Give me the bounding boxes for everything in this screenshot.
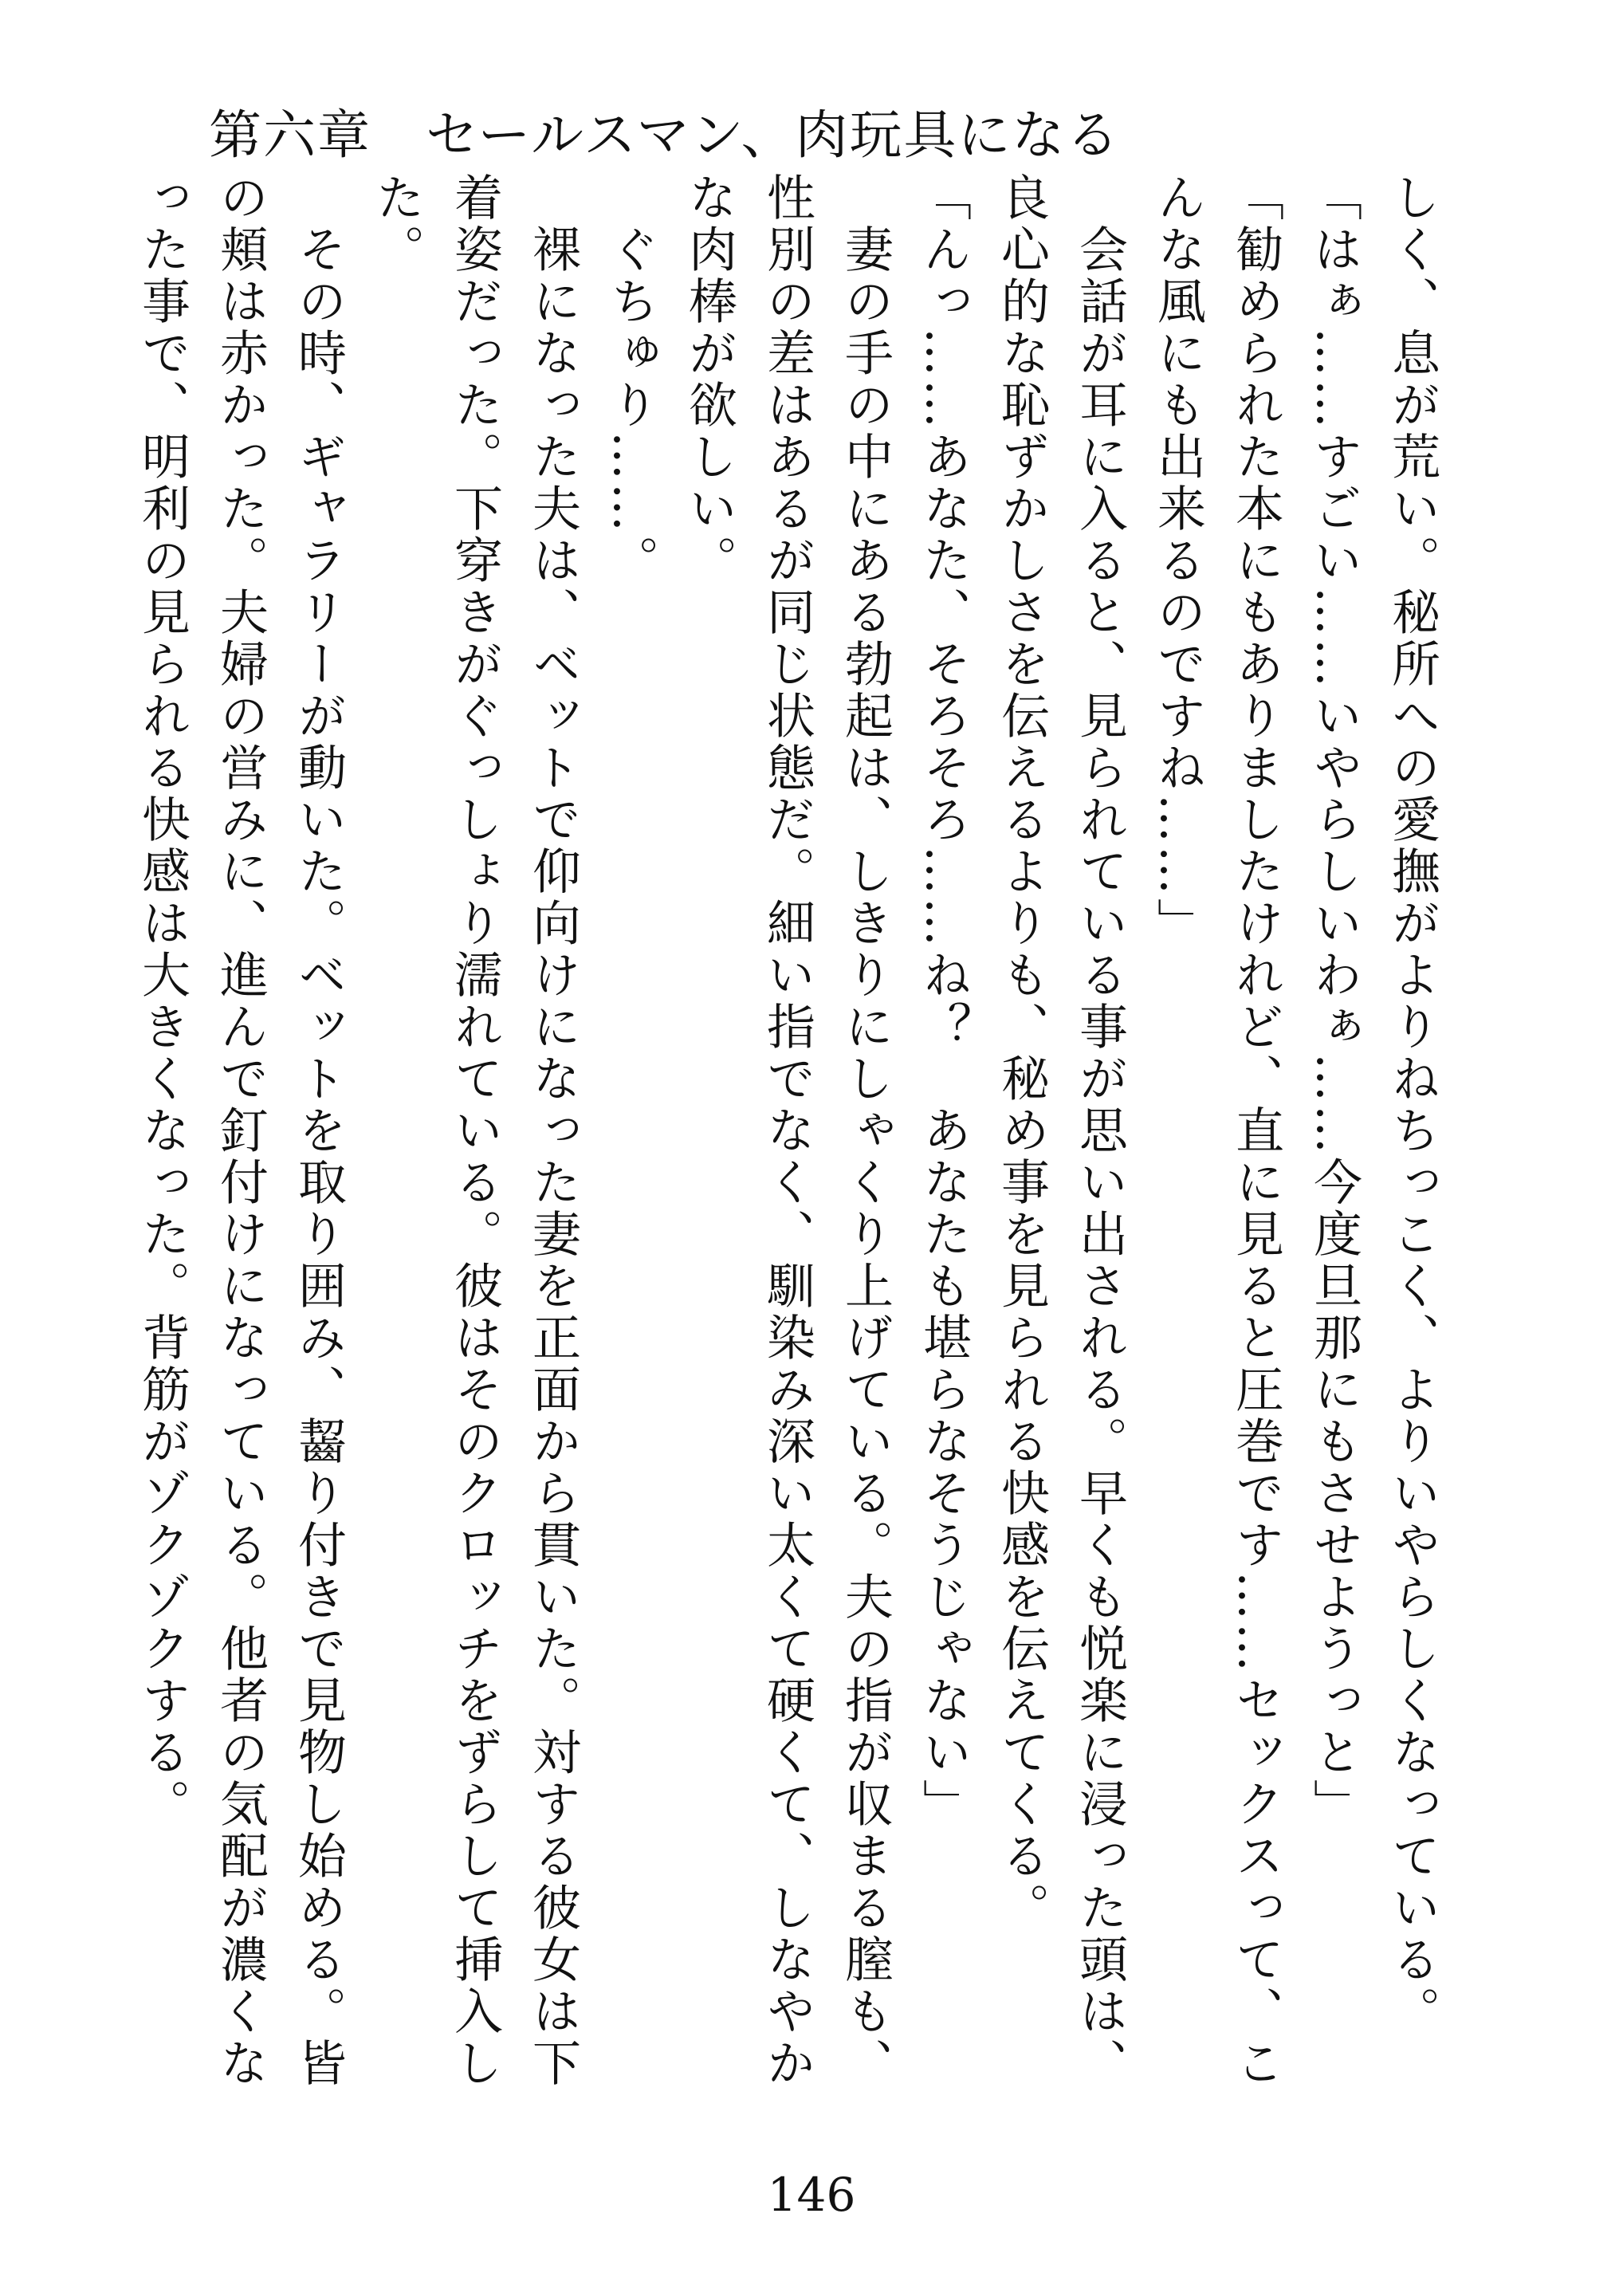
paragraph: しく、息が荒い。秘所への愛撫がよりねちっこく、よりいやらしくなっている。 [1384,172,1440,2038]
paragraph: 裸になった夫は、ベットで仰向けになった妻を正面から貫いた。対する彼女は下着姿だった。下穿きがぐっしょり濡れている。彼はそのクロッチをずらして挿入した。 [368,172,581,2090]
paragraph: 会話が耳に入ると、見られている事が思い出される。早くも悦楽に浸った頭は、良心的な恥ずかしさを伝えるよりも、秘め事を見られる快感を伝えてくる。 [993,172,1128,2090]
chapter-title: 第六章 セールスマン、肉玩具になる [209,104,1121,166]
page-number: 146 [767,2168,856,2222]
body-text [134,172,1451,2117]
paragraph: その時、ギャラリーが動いた。ベットを取り囲み、齧り付きで見物し始める。皆の頬は赤かった。夫婦の営みに、進んで釘付けになっている。他者の気配が濃くなった事で、明利の見られる快感は大きくなった。背筋がゾクゾクする。 [134,172,347,2090]
paragraph: 妻の手の中にある勃起は、しきりにしゃくり上げている。夫の指が収まる膣も、性別の差はあるが同じ状態だ。細い指でなく、馴染み深い太くて硬くて、しなやかな肉棒が欲しい。 [681,172,894,2090]
paragraph: 「勧められた本にもありましたけれど、直に見ると圧巻です……セックスって、こんな風にも出来るのですね……」 [1149,172,1284,2090]
paragraph: ぐちゅり……。 [603,172,659,587]
paragraph: 「んっ……あなた、そろそろ……ね？ あなたも堪らなそうじゃない」 [915,172,972,1830]
paragraph: 「はぁ……すごい……いやらしいわぁ……今度旦那にもさせようっと」 [1306,172,1362,1830]
